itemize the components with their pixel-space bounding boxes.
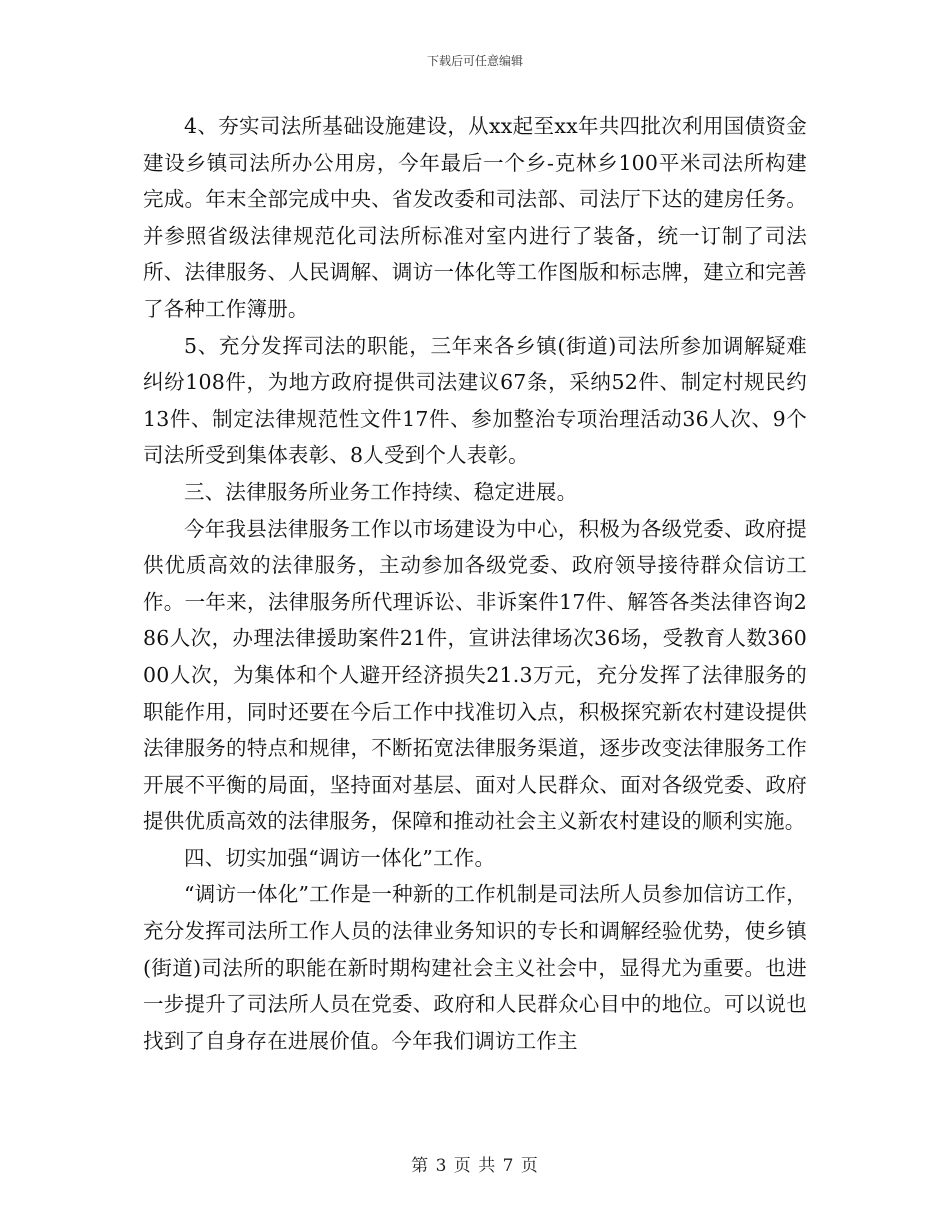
page-number-footer: 第 3 页 共 7 页 bbox=[411, 1156, 539, 1176]
section-heading-mediation-petition: 四、切实加强“调访一体化”工作。 bbox=[184, 845, 496, 870]
paragraph-mediation-petition: “调访一体化”工作是一种新的工作机制是司法所人员参加信访工作，充分发挥司法所工作人员的法律业务知识的专长和调解经验优势，使乡镇(街道)司法所的职能在新时期构建社会主义社会中，显得尤为重要。也进一步提升了司法所人员在党委、政府和人民群众心目中的地位。可以说也找到了自身存在进展价值。今年我们调访工作主 bbox=[143, 882, 807, 1053]
document-body bbox=[143, 108, 807, 1059]
paragraph-5-judicial-function: 5、充分发挥司法的职能，三年来各乡镇(街道)司法所参加调解疑难纠纷108件，为地方政府提供司法建议67条，采纳52件、制定村规民约13件、制定法律规范性文件17件、参加整治专项治理活动36人次、9个司法所受到集体表彰、8人受到个人表彰。 bbox=[143, 333, 807, 468]
page-header: 下载后可任意编辑 bbox=[426, 54, 523, 68]
paragraph-4-infrastructure: 4、夯实司法所基础设施建设，从xx起至xx年共四批次利用国债资金建设乡镇司法所办公用房，今年最后一个乡-克林乡100平米司法所构建完成。年末全部完成中央、省发改委和司法部、司法厅下达的建房任务。并参照省级法律规范化司法所标准对室内进行了装备，统一订制了司法所、法律服务、人民调解、调访一体化等工作图版和标志牌，建立和完善了各种工作簿册。 bbox=[143, 114, 807, 321]
paragraph-legal-services: 今年我县法律服务工作以市场建设为中心，积极为各级党委、政府提供优质高效的法律服务，主动参加各级党委、政府领导接待群众信访工作。一年来，法律服务所代理诉讼、非诉案件17件、解答各类法律咨询286人次，办理法律援助案件21件，宣讲法律场次36场，受教育人数36000人次，为集体和个人避开经济损失21.3万元，充分发挥了法律服务的职能作用，同时还要在今后工作中找准切入点，积极探究新农村建设提供法律服务的特点和规律，不断拓宽法律服务渠道，逐步改变法律服务工作开展不平衡的局面，坚持面对基层、面对人民群众、面对各级党委、政府提供优质高效的法律服务，保障和推动社会主义新农村建设的顺利实施。 bbox=[143, 516, 807, 834]
section-heading-legal-services: 三、法律服务所业务工作持续、稳定进展。 bbox=[184, 479, 578, 504]
